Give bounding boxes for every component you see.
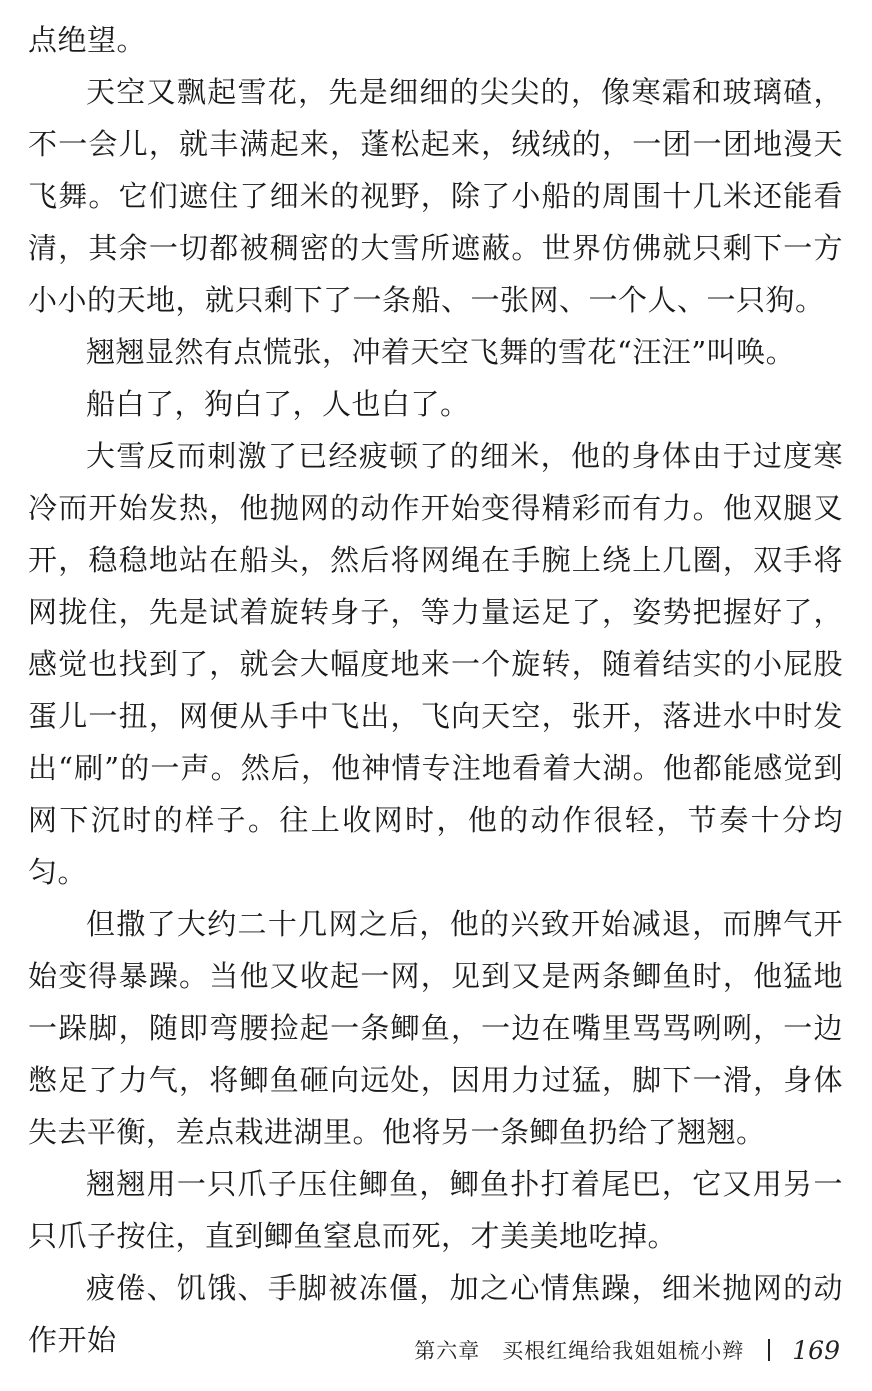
footer-divider	[768, 1339, 770, 1361]
chapter-number: 第六章	[414, 1339, 481, 1363]
chapter-title: 买根红绳给我姐姐梳小辫	[502, 1339, 745, 1363]
page-body	[28, 14, 843, 1366]
paragraph-6: 但撒了大约二十几网之后，他的兴致开始减退，而脾气开始变得暴躁。当他又收起一网，见到又是两条鲫鱼时，他猛地一跺脚，随即弯腰捡起一条鲫鱼，一边在嘴里骂骂咧咧，一边憋足了力气，将鲫鱼砸向远处，因用力过猛，脚下一滑，身体失去平衡，差点栽进湖里。他将另一条鲫鱼扔给了翘翘。	[28, 907, 843, 1149]
paragraph-4: 船白了，狗白了，人也白了。	[86, 387, 470, 421]
paragraph-7: 翘翘用一只爪子压住鲫鱼，鲫鱼扑打着尾巴，它又用另一只爪子按住，直到鲫鱼窒息而死，才美美地吃掉。	[28, 1167, 843, 1253]
paragraph-3: 翘翘显然有点慌张，冲着天空飞舞的雪花“汪汪”叫唤。	[86, 335, 796, 369]
page-number: 169	[792, 1335, 840, 1365]
paragraph-2: 天空又飘起雪花，先是细细的尖尖的，像寒霜和玻璃碴，不一会儿，就丰满起来，蓬松起来，绒绒的，一团一团地漫天飞舞。它们遮住了细米的视野，除了小船的周围十几米还能看清，其余一切都被稠密的大雪所遮蔽。世界仿佛就只剩下一方小小的天地，就只剩下了一条船、一张网、一个人、一只狗。	[28, 75, 843, 317]
paragraph-8: 疲倦、饥饿、手脚被冻僵，加之心情焦躁，细米抛网的动作开始	[28, 1271, 843, 1357]
paragraph-1: 点绝望。	[28, 23, 147, 57]
paragraph-5: 大雪反而刺激了已经疲顿了的细米，他的身体由于过度寒冷而开始发热，他抛网的动作开始变得精彩而有力。他双腿叉开，稳稳地站在船头，然后将网绳在手腕上绕上几圈，双手将网拢住，先是试着旋转身子，等力量运足了，姿势把握好了，感觉也找到了，就会大幅度地来一个旋转，随着结实的小屁股蛋儿一扭，网便从手中飞出，飞向天空，张开，落进水中时发出“刷”的一声。然后，他神情专注地看着大湖。他都能感觉到网下沉时的样子。往上收网时，他的动作很轻，节奏十分均匀。	[28, 439, 843, 889]
page-footer	[414, 1330, 840, 1370]
